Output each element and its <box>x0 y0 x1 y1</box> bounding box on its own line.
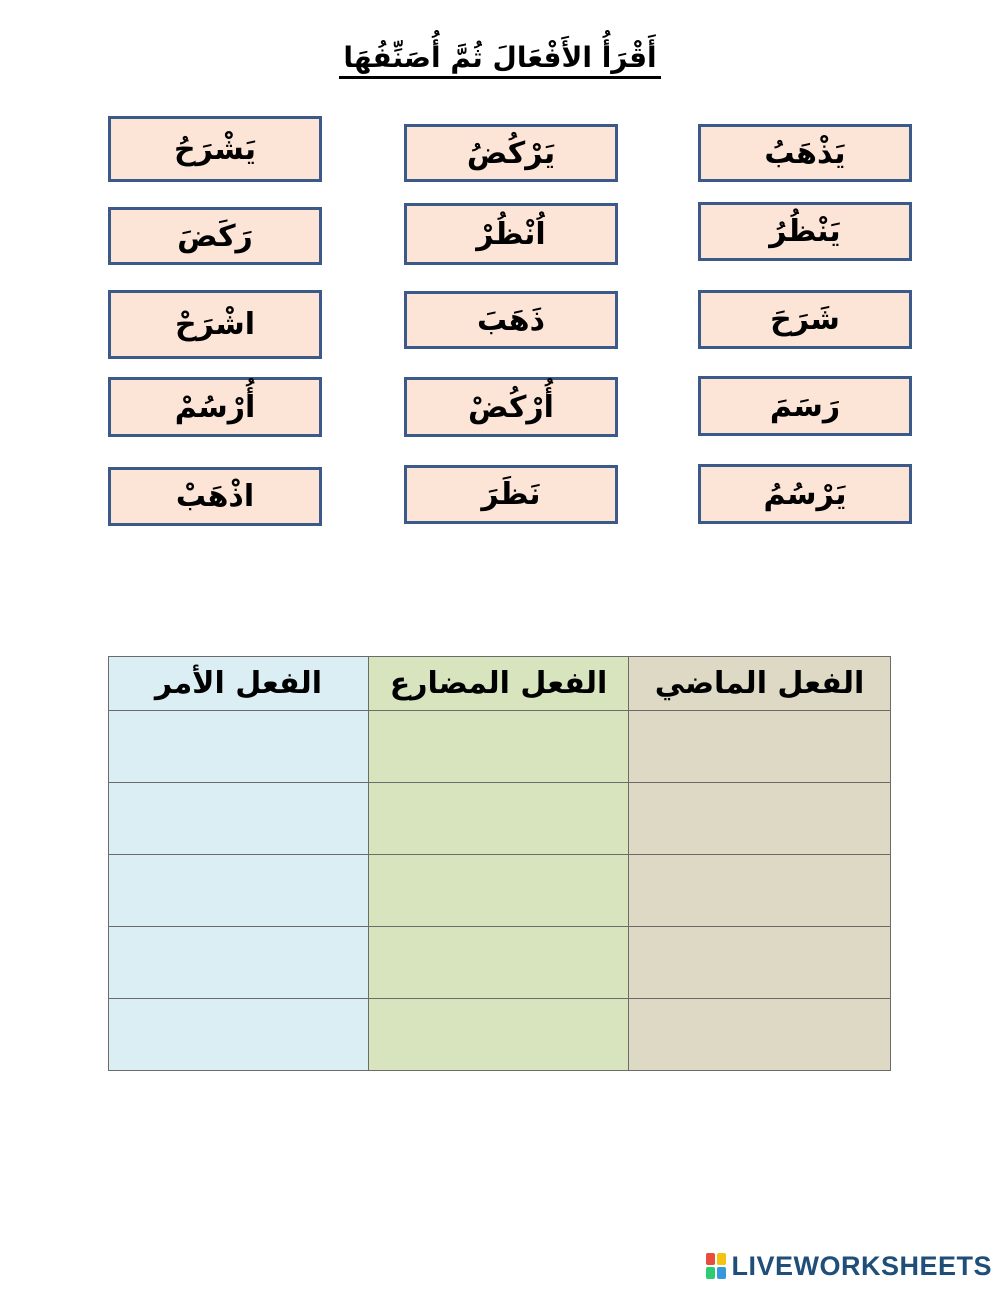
drop-cell-mudari[interactable] <box>369 927 629 999</box>
table-row <box>109 927 891 999</box>
drop-cell-amr[interactable] <box>109 927 369 999</box>
word-card[interactable]: يَرْسُمُ <box>698 464 912 524</box>
header-mudari: الفعل المضارع <box>369 657 629 711</box>
liveworksheets-logo-icon <box>706 1253 728 1279</box>
drop-cell-amr[interactable] <box>109 855 369 927</box>
table-header-row <box>109 657 891 711</box>
word-card[interactable]: اُنْظُرْ <box>404 203 618 265</box>
table-row <box>109 999 891 1071</box>
drop-cell-madi[interactable] <box>629 855 891 927</box>
drop-cell-madi[interactable] <box>629 999 891 1071</box>
word-card[interactable]: رَسَمَ <box>698 376 912 436</box>
word-card[interactable]: أُرْسُمْ <box>108 377 322 437</box>
word-card[interactable]: نَظَرَ <box>404 465 618 524</box>
header-madi: الفعل الماضي <box>629 657 891 711</box>
word-card[interactable]: ذَهَبَ <box>404 291 618 349</box>
table-row <box>109 855 891 927</box>
drop-cell-mudari[interactable] <box>369 999 629 1071</box>
word-card[interactable]: اشْرَحْ <box>108 290 322 359</box>
drop-cell-amr[interactable] <box>109 783 369 855</box>
drop-cell-amr[interactable] <box>109 711 369 783</box>
logo-text: LIVEWORKSHEETS <box>731 1250 992 1281</box>
header-amr: الفعل الأمر <box>109 657 369 711</box>
drop-cell-mudari[interactable] <box>369 783 629 855</box>
drop-cell-madi[interactable] <box>629 711 891 783</box>
drop-cell-madi[interactable] <box>629 927 891 999</box>
word-card[interactable]: يَرْكُضُ <box>404 124 618 182</box>
word-card[interactable]: اذْهَبْ <box>108 467 322 526</box>
drop-cell-amr[interactable] <box>109 999 369 1071</box>
drop-cell-mudari[interactable] <box>369 711 629 783</box>
table-row <box>109 711 891 783</box>
page-title-text: أَقْرَأُ الأَفْعَالَ ثُمَّ أُصَنِّفُهَا <box>339 41 660 79</box>
word-card[interactable]: رَكَضَ <box>108 207 322 265</box>
page-title <box>0 36 1000 80</box>
drop-cell-madi[interactable] <box>629 783 891 855</box>
word-card[interactable]: شَرَحَ <box>698 290 912 349</box>
drop-cell-mudari[interactable] <box>369 855 629 927</box>
word-card[interactable]: يَشْرَحُ <box>108 116 322 182</box>
word-card[interactable]: أُرْكُضْ <box>404 377 618 437</box>
table-row <box>109 783 891 855</box>
word-card[interactable]: يَنْظُرُ <box>698 202 912 261</box>
classification-table <box>108 656 891 1071</box>
word-card[interactable]: يَذْهَبُ <box>698 124 912 182</box>
liveworksheets-logo[interactable] <box>706 1251 992 1281</box>
